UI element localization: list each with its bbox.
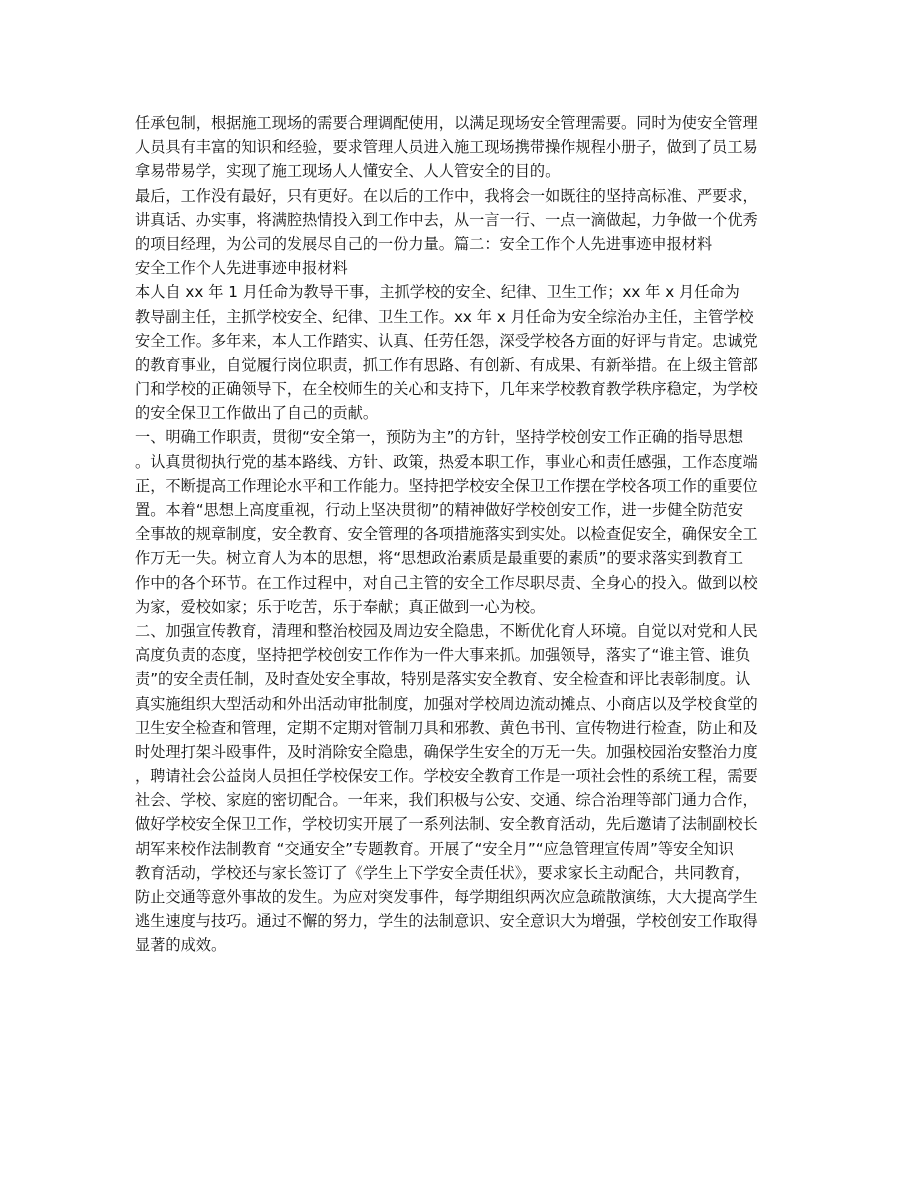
text-line: 门和学校的正确领导下，在全校师生的关心和支持下，几年来学校教育教学秩序稳定，为学校: [135, 380, 758, 399]
text-line: 教育活动，学校还与家长签订了《学生上下学安全责任状》，要求家长主动配合，共同教育，: [135, 863, 751, 882]
text-line: 最后，工作没有最好，只有更好。在以后的工作中，我将会一如既往的坚持高标准、严要求，: [135, 186, 758, 205]
text-line: 社会、学校、家庭的密切配合。一年来，我们积极与公安、交通、综合治理等部门通力合作，: [135, 791, 758, 810]
text-line: 时处理打架斗殴事件，及时消除安全隐患，确保学生安全的万无一失。加强校园治安整治力度: [135, 742, 758, 761]
text-line: 置。本着“思想上高度重视，行动上坚决贯彻”的精神做好学校创安工作，进一步健全防范安: [135, 501, 744, 519]
document-body: [135, 111, 785, 958]
text-line: 本人自 xx 年 1 月任命为教导干事，主抓学校的安全、纪律、卫生工作；xx 年 x 月任命为: [135, 283, 740, 302]
text-line: ，聘请社会公益岗人员担任学校保安工作。学校安全教育工作是一项社会性的系统工程，需要: [135, 767, 758, 786]
text-line: 的安全保卫工作做出了自己的贡献。: [135, 404, 378, 423]
text-line: 做好学校安全保卫工作，学校切实开展了一系列法制、安全教育活动，先后邀请了法制副校长: [135, 815, 758, 834]
text-line: 教导副主任，主抓学校安全、纪律、卫生工作。xx 年 x 月任命为安全综治办主任，主管学校: [135, 307, 754, 326]
text-line: 二、加强宣传教育，清理和整治校园及周边安全隐患，不断优化育人环境。自觉以对党和人民: [135, 621, 758, 640]
text-line: 高度负责的态度，坚持把学校创安工作作为一件大事来抓。加强领导，落实了“谁主管、谁负: [135, 646, 751, 665]
text-line: 为家，爱校如家；乐于吃苦，乐于奉献；真正做到一心为校。: [135, 597, 546, 616]
text-line: 一、明确工作职责，贯彻“安全第一，预防为主”的方针，坚持学校创安工作正确的指导思想: [135, 428, 744, 447]
text-line: 作万无一失。树立育人为本的思想，将“思想政治素质是最重要的素质”的要求落实到教育工: [135, 549, 744, 568]
text-line: 作中的各个环节。在工作过程中，对自己主管的安全工作尽职尽责、全身心的投入。做到以校: [135, 573, 758, 592]
text-line: 安全工作个人先进事迹申报材料: [135, 259, 348, 278]
text-line: 人员具有丰富的知识和经验，要求管理人员进入施工现场携带操作规程小册子，做到了员工易: [135, 138, 758, 157]
text-line: 逃生速度与技巧。通过不懈的努力，学生的法制意识、安全意识大为增强，学校创安工作取得: [135, 912, 758, 931]
text-line: 卫生安全检查和管理，定期不定期对管制刀具和邪教、黄色书刊、宣传物进行检查，防止和及: [135, 718, 758, 737]
text-line: 真实施组织大型活动和外出活动审批制度，加强对学校周边流动摊点、小商店以及学校食堂的: [135, 694, 758, 713]
text-line: 。认真贯彻执行党的基本路线、方针、政策，热爱本职工作，事业心和责任感强，工作态度端: [135, 452, 758, 471]
text-line: 防止交通等意外事故的发生。为应对突发事件，每学期组织两次应急疏散演练，大大提高学生: [135, 888, 758, 906]
text-line: 全事故的规章制度，安全教育、安全管理的各项措施落实到实处。以检查促安全，确保安全工: [135, 525, 758, 544]
text-line: 责”的安全责任制，及时查处安全事故，特别是落实安全教育、安全检查和评比表彰制度。认: [135, 670, 751, 689]
text-line: 胡军来校作法制教育 “交通安全”专题教育。开展了“安全月”“应急管理宣传周”等安全知识: [135, 839, 734, 858]
text-line: 任承包制，根据施工现场的需要合理调配使用，以满足现场安全管理需要。同时为使安全管理: [135, 114, 758, 132]
text-line: 正，不断提高工作理论水平和工作能力。坚持把学校安全保卫工作摆在学校各项工作的重要位: [135, 476, 758, 495]
text-line: 安全工作。多年来，本人工作踏实、认真、任劳任怨，深受学校各方面的好评与肯定。忠诚党: [135, 331, 758, 350]
text-line: 拿易带易学，实现了施工现场人人懂安全、人人管安全的目的。: [135, 162, 561, 181]
text-line: 显著的成效。: [135, 936, 227, 955]
text-line: 的项目经理，为公司的发展尽自己的一份力量。篇二：安全工作个人先进事迹申报材料: [135, 234, 713, 253]
text-line: 的教育事业，自觉履行岗位职责，抓工作有思路、有创新、有成果、有新举措。在上级主管部: [135, 355, 758, 374]
text-line: 讲真话、办实事，将满腔热情投入到工作中去，从一言一行、一点一滴做起，力争做一个优秀: [135, 210, 758, 229]
